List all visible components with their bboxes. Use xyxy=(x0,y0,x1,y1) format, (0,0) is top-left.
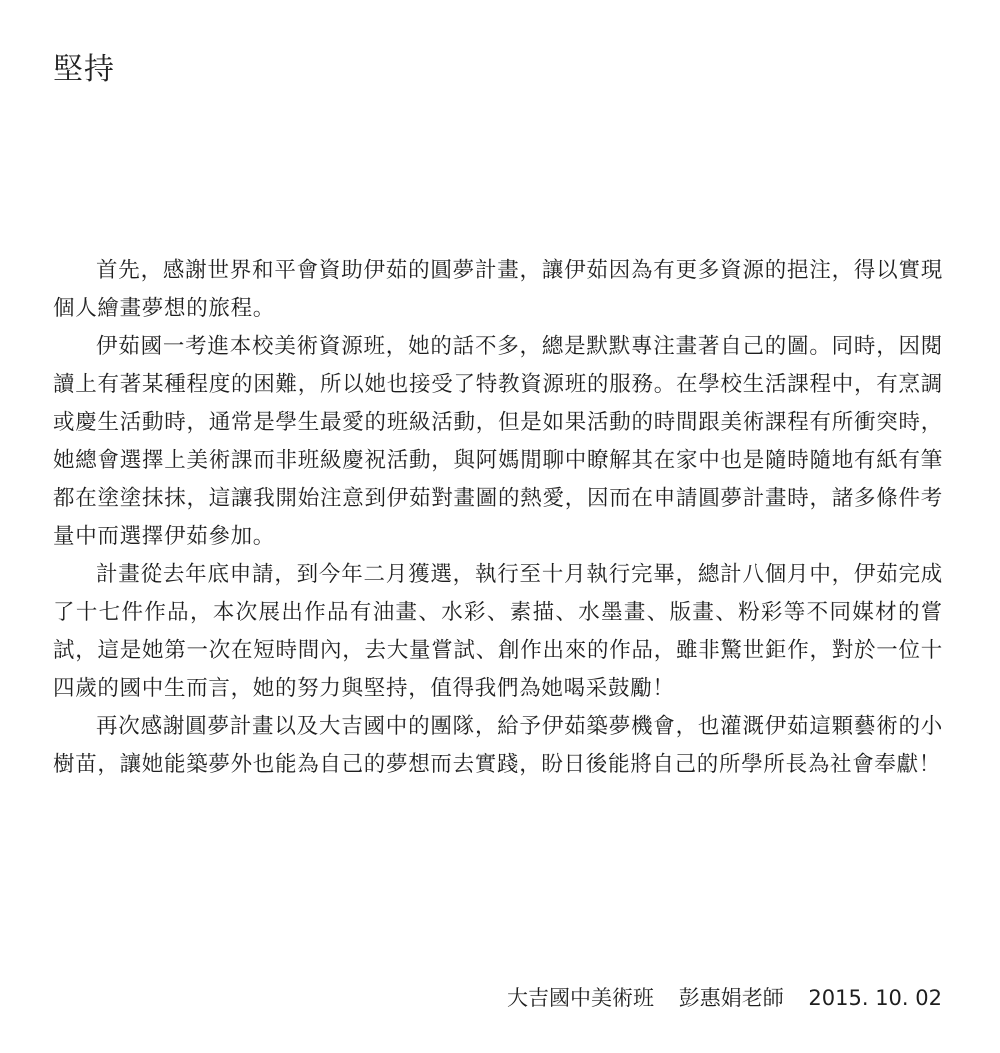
signature-teacher: 彭惠娟老師 xyxy=(678,986,784,1010)
signature-school: 大吉國中美術班 xyxy=(507,986,655,1010)
paragraph-3: 計畫從去年底申請，到今年二月獲選，執行至十月執行完畢，總計八個月中，伊茹完成了十七件作品，本次展出作品有油畫、水彩、素描、水墨畫、版畫、粉彩等不同媒材的嘗試，這是她第一次在短時間內，去大量嘗試、創作出來的作品，雖非驚世鉅作，對於一位十四歲的國中生而言，她的努力與堅持，值得我們為她喝采鼓勵！ xyxy=(53,562,943,701)
signature-date: 2015. 10. 02 xyxy=(808,986,942,1010)
letter-body xyxy=(53,252,943,784)
page-title: 堅持 xyxy=(53,52,115,87)
paragraph-2: 伊茹國一考進本校美術資源班，她的話不多，總是默默專注畫著自己的圖。同時，因閱讀上有著某種程度的困難，所以她也接受了特教資源班的服務。在學校生活課程中，有烹調或慶生活動時，通常是學生最愛的班級活動，但是如果活動的時間跟美術課程有所衝突時，她總會選擇上美術課而非班級慶祝活動，與阿媽閒聊中瞭解其在家中也是隨時隨地有紙有筆都在塗塗抹抹，這讓我開始注意到伊茹對畫圖的熱愛，因而在申請圓夢計畫時，諸多條件考量中而選擇伊茹參加。 xyxy=(53,334,943,549)
paragraph-1: 首先，感謝世界和平會資助伊茹的圓夢計畫，讓伊茹因為有更多資源的挹注，得以實現個人繪畫夢想的旅程。 xyxy=(53,258,943,321)
signature xyxy=(507,983,942,1013)
paragraph-4: 再次感謝圓夢計畫以及大吉國中的團隊，給予伊茹築夢機會，也灌溉伊茹這顆藝術的小樹苗，讓她能築夢外也能為自己的夢想而去實踐，盼日後能將自己的所學所長為社會奉獻！ xyxy=(53,714,943,777)
